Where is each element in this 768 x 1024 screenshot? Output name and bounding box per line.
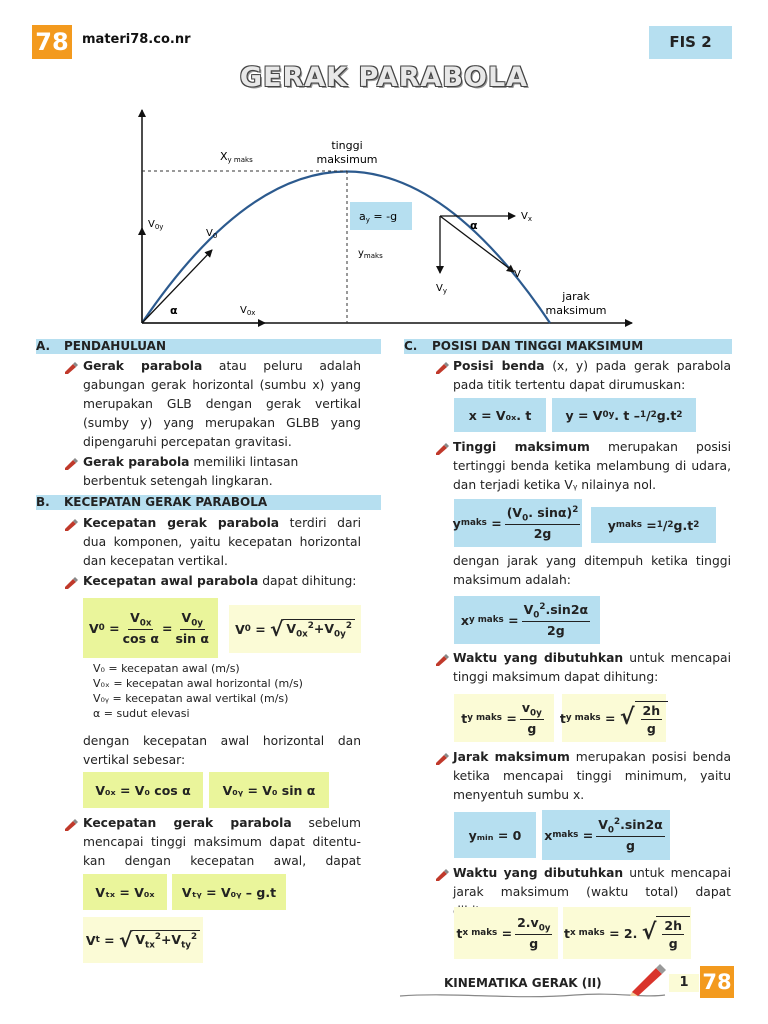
v0-label: $V_0$ xyxy=(206,228,218,240)
section-b-para-2: Kecepatan awal parabola dapat dihitung: xyxy=(83,574,357,588)
formula-x-max: x maks = $\frac{V_0^2.\sin 2\alpha}{g}$ xyxy=(542,810,670,860)
section-b-header xyxy=(36,495,381,510)
accel-label: ay = -g xyxy=(359,210,398,224)
section-a-header xyxy=(36,339,381,354)
v0y-label: $V_{0y}$ xyxy=(148,219,164,231)
trajectory-diagram xyxy=(120,100,640,335)
formula-t-ymax-1: t y maks = $\frac{v_{0y}}{g}$ xyxy=(454,694,554,742)
formula-ymax-2: y maks = 1 / 2 g.t 2 xyxy=(591,507,716,543)
formula-ymax-1: y maks = $\frac{(V_0. \sin\alpha)^2}{2g}$ xyxy=(454,499,582,547)
formula-v0y: V₀ᵧ = V₀ sin α xyxy=(209,772,329,808)
pencil-icon xyxy=(435,362,449,374)
definition-v0x: V₀ₓ = kecepatan awal horizontal (m/s) xyxy=(93,677,303,690)
pencil-icon xyxy=(628,962,668,996)
pencil-icon xyxy=(64,519,78,531)
formula-t-xmax-2: t x maks = 2. √ $\frac{2h}{g}$ xyxy=(563,907,691,959)
pencil-icon xyxy=(435,654,449,666)
formula-x-position: x = V₀ₓ. t xyxy=(454,398,546,432)
peak-label-1: tinggi xyxy=(331,139,363,152)
formula-v0-ratio: V 0 = $\frac{V_{0x}}{\text{cos α}}$ = $\frac{V_{0y}}{\text{sin α}}$ xyxy=(83,598,218,658)
section-a-title: PENDAHULUAN xyxy=(64,339,166,353)
vx-label: $V_x$ xyxy=(521,211,532,223)
section-b-letter: B. xyxy=(36,495,50,509)
section-b-para-1: Kecepatan gerak parabola terdiri dari dua komponen, yaitu kecepatan horizontal dan kecepatan vertikal. xyxy=(83,516,361,568)
pencil-icon xyxy=(435,753,449,765)
v-label: V xyxy=(514,269,521,280)
pencil-icon xyxy=(64,819,78,831)
definition-v0y: V₀ᵧ = kecepatan awal vertikal (m/s) xyxy=(93,692,289,705)
ymax-label: $y_{maks}$ xyxy=(358,248,383,260)
section-c-header xyxy=(404,339,732,354)
section-b-para-3: dengan kecepatan awal horizontal dan vertikal sebesar: xyxy=(83,734,361,767)
formula-ymin: yₘᵢₙ = 0 xyxy=(454,812,536,858)
section-a-para-1: Gerak parabola atau peluru adalah gabungan gerak horizontal (sumbu x) yang merupakan GLB dengan gerak vertikal (sumby y) yang merupakan GLBB yang dipengaruhi percepatan gravitasi. xyxy=(83,359,362,449)
formula-vtx: Vₜₓ = V₀ₓ xyxy=(83,874,167,910)
range-label-1: jarak xyxy=(562,290,590,303)
formula-x-at-ymax: x y maks = $\frac{V_0^2.\sin 2\alpha}{2g}$ xyxy=(454,596,600,644)
section-c-para-2: Tinggi maksimum merupakan posisi tertinggi benda ketika melambung di udara, dan terjadi ketika Vᵧ nilainya nol. xyxy=(453,440,731,492)
alpha-label: α xyxy=(170,304,178,317)
footer-logo-badge: 78 xyxy=(700,966,734,998)
footer-chapter: KINEMATIKA GERAK (II) xyxy=(444,976,602,990)
logo-badge: 78 xyxy=(32,25,72,59)
formula-v0-sqrt: V 0 = √ $V_{0x}^2+V_{0y}^2$ xyxy=(229,605,361,653)
section-a-para-2: Gerak parabola memiliki lintasan berbentuk setengah lingkaran. xyxy=(83,455,299,488)
vy-label: $V_y$ xyxy=(436,283,447,295)
definition-v0: V₀ = kecepatan awal (m/s) xyxy=(93,662,240,675)
section-c-title: POSISI DAN TINGGI MAKSIMUM xyxy=(432,339,644,353)
section-c-para-3: dengan jarak yang ditempuh ketika tinggi maksimum adalah: xyxy=(453,554,731,587)
pencil-icon xyxy=(64,458,78,470)
pencil-icon xyxy=(64,577,78,589)
formula-vt: V t = √ $V_{tx}^2+V_{ty}^2$ xyxy=(83,917,203,963)
variable-definitions xyxy=(93,661,303,721)
section-c-para-1: Posisi benda (x, y) pada gerak parabola pada titik tertentu dapat dirumuskan: xyxy=(453,359,731,392)
site-url: materi78.co.nr xyxy=(82,32,191,47)
peak-label-2: maksimum xyxy=(316,153,378,166)
pencil-icon xyxy=(435,443,449,455)
subject-badge: FIS 2 xyxy=(649,26,732,59)
alpha-2-label: α xyxy=(470,219,478,232)
section-c-para-6: Waktu yang dibutuhkan untuk mencapai jarak maksimum (waktu total) dapat xyxy=(453,866,731,899)
section-a-letter: A. xyxy=(36,339,51,353)
formula-t-xmax-1: t x maks = $\frac{2.v_{0y}}{g}$ xyxy=(454,907,558,959)
formula-vty: Vₜᵧ = V₀ᵧ – g.t xyxy=(172,874,286,910)
section-b-para-4: Kecepatan gerak parabola sebelum mencapai tinggi maksimum dapat ditentu-kan dengan kecepatan awal, dapat xyxy=(83,816,361,868)
section-c-letter: C. xyxy=(404,339,418,353)
formula-v0x: V₀ₓ = V₀ cos α xyxy=(83,772,203,808)
page-title: GERAK PARABOLA xyxy=(239,62,529,93)
definition-alpha: α = sudut elevasi xyxy=(93,707,190,720)
section-c-para-5: Jarak maksimum merupakan posisi benda ketika mencapai tinggi minimum, yaitu menyentuh sumbu x. xyxy=(453,750,731,802)
v0x-label: $V_{0x}$ xyxy=(240,305,256,317)
parabola-curve xyxy=(142,172,550,324)
page-number: 1 xyxy=(669,974,699,992)
x-ymax-label: Xy maks xyxy=(220,150,253,164)
formula-t-ymax-2: t y maks = √ $\frac{2h}{g}$ xyxy=(562,694,666,742)
range-label-2: maksimum xyxy=(545,304,607,317)
section-c-para-4: Waktu yang dibutuhkan untuk mencapai tinggi maksimum dapat dihitung: xyxy=(453,651,731,684)
section-b-title: KECEPATAN GERAK PARABOLA xyxy=(64,495,268,509)
pencil-icon xyxy=(64,362,78,374)
formula-y-position: y = V 0y . t – 1 / 2 g.t 2 xyxy=(552,398,696,432)
pencil-icon xyxy=(435,869,449,881)
